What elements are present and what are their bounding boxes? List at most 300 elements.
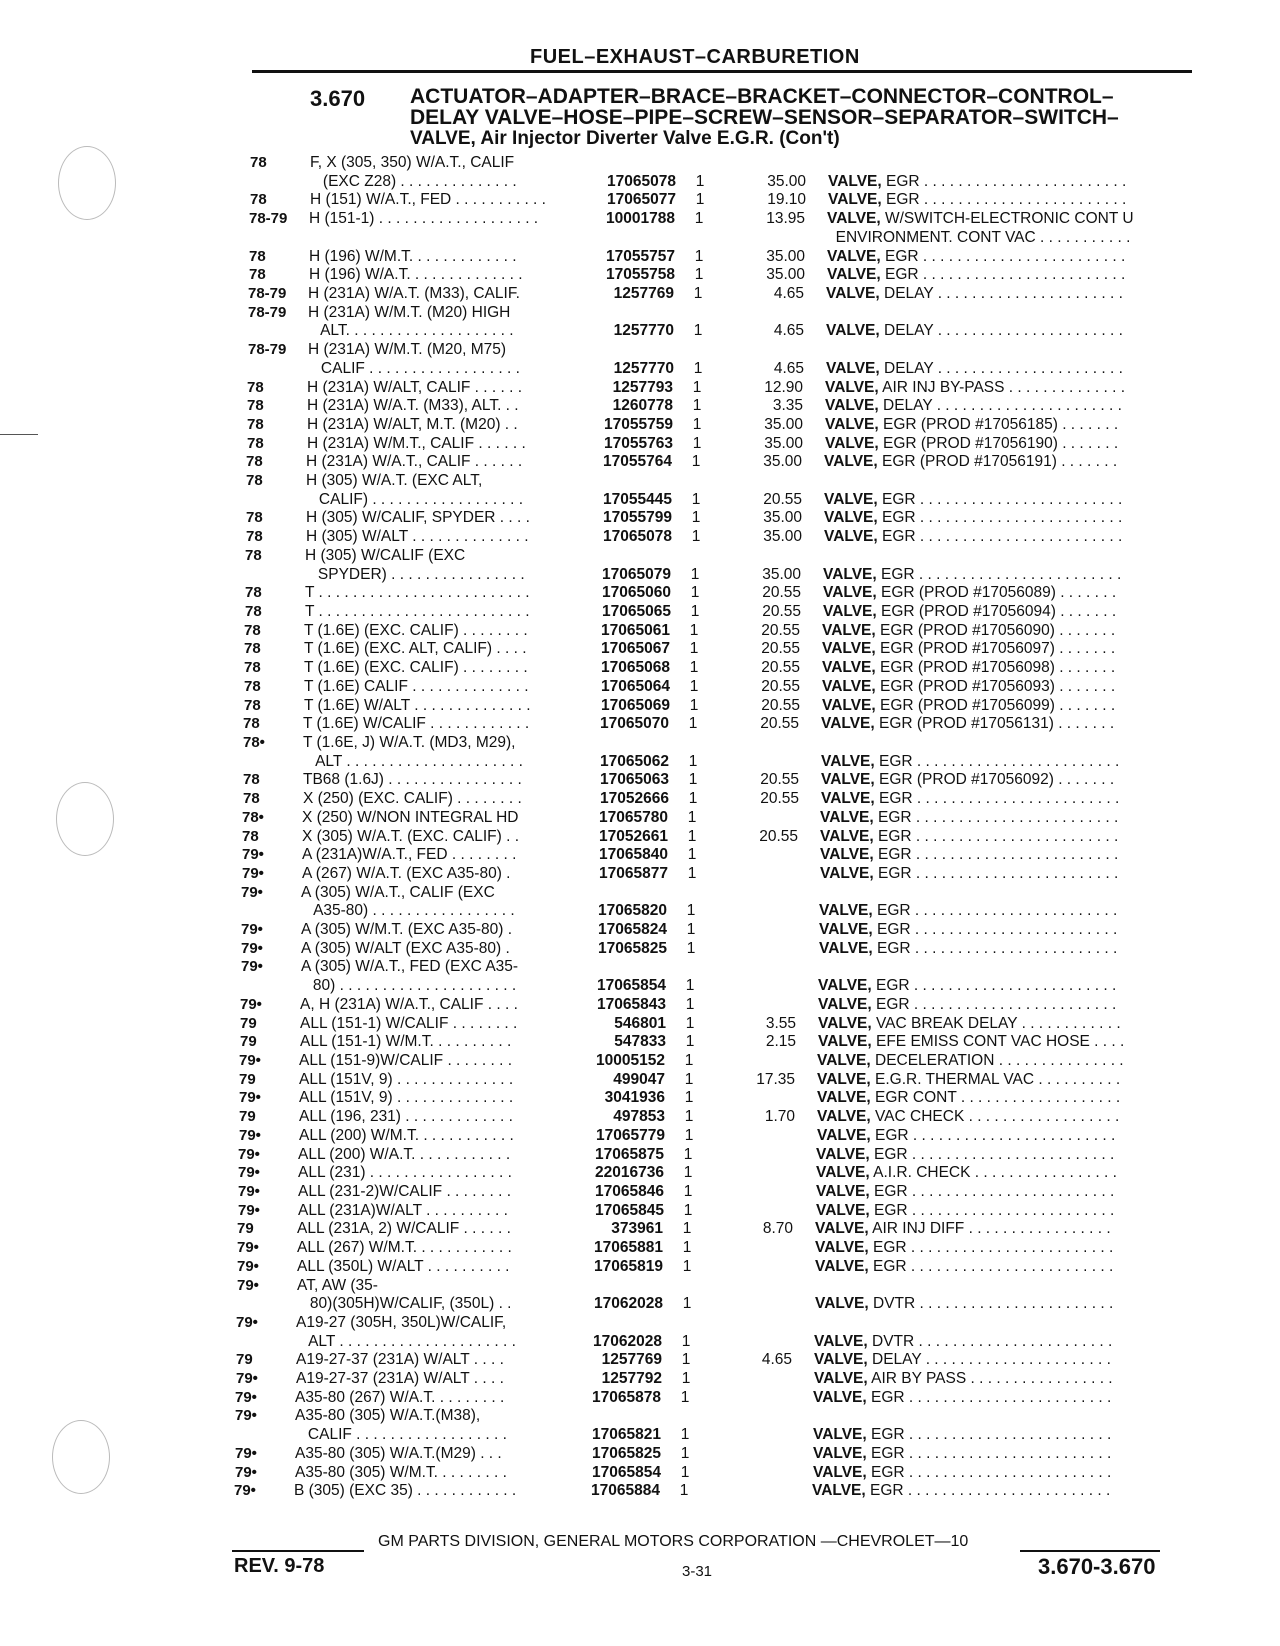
description-keyword: VALVE, [815, 1258, 869, 1275]
description-detail: EGR . . . . . . . . . . . . . . . . . . . . . . . . [877, 509, 1123, 526]
parts-row [0, 1463, 1280, 1482]
quantity: 1 [692, 435, 702, 452]
description-keyword: VALVE, [824, 491, 878, 508]
part-description [827, 265, 1192, 284]
application: ALL (231-2)W/CALIF . . . . . . . . [298, 1183, 512, 1200]
part-number: 17065060 [602, 584, 671, 601]
description-keyword: VALVE, [822, 622, 876, 639]
part-description [822, 696, 1187, 715]
description-detail: DELAY . . . . . . . . . . . . . . . . . . . . . . [879, 322, 1123, 339]
quantity: 1 [694, 248, 704, 265]
quantity: 1 [682, 1258, 692, 1275]
quantity: 1 [694, 210, 704, 227]
description-keyword: VALVE, [817, 1108, 871, 1125]
description-keyword: VALVE, [820, 846, 874, 863]
application: H (231A) W/A.T., CALIF . . . . . . [306, 453, 523, 470]
application: A35-80 (305) W/A.T.(M29) . . . [295, 1445, 502, 1462]
description-keyword: VALVE, [823, 584, 877, 601]
parts-row [0, 1014, 1280, 1033]
application: A19-27 (305H, 350L)W/CALIF, [296, 1314, 507, 1331]
description-keyword: VALVE, [827, 266, 881, 283]
part-description [813, 1388, 1178, 1407]
price: 12.90 [764, 379, 803, 396]
application: ALL (196, 231) . . . . . . . . . . . . . [299, 1108, 513, 1125]
quantity: 1 [682, 1239, 692, 1256]
quantity: 1 [691, 453, 701, 470]
application: A (305) W/ALT (EXC A35-80) . [301, 940, 510, 957]
application: T (1.6E) (EXC. CALIF) . . . . . . . . [304, 659, 528, 676]
application: H (305) W/CALIF (EXC [305, 547, 466, 564]
price: 35.00 [766, 266, 805, 283]
part-number: 17065069 [601, 697, 670, 714]
model-year: 79• [234, 1482, 256, 1499]
description-detail: AIR INJ DIFF . . . . . . . . . . . . . . . . . [868, 1220, 1111, 1237]
part-description [826, 321, 1191, 340]
description-keyword: VALVE, [821, 771, 875, 788]
price: 4.65 [761, 1351, 792, 1368]
quantity: 1 [684, 1108, 694, 1125]
description-keyword: VALVE, [815, 1295, 869, 1312]
part-description [820, 808, 1185, 827]
price: 2.15 [765, 1033, 796, 1050]
application: ALL (231A, 2) W/CALIF . . . . . . [297, 1220, 511, 1237]
description-keyword: VALVE, [817, 1089, 871, 1106]
price: 17.35 [756, 1071, 795, 1088]
parts-row [0, 1350, 1280, 1369]
description-detail: EGR (PROD #17056094) . . . . . . . [876, 603, 1117, 620]
quantity: 1 [690, 603, 700, 620]
model-year: 78 [242, 828, 259, 845]
price: 35.00 [763, 509, 802, 526]
quantity: 1 [685, 1033, 695, 1050]
application: H (196) W/A.T. . . . . . . . . . . . . . [309, 266, 523, 283]
application: ALL (267) W/M.T. . . . . . . . . . . . [297, 1239, 512, 1256]
part-description [824, 490, 1189, 509]
description-keyword: VALVE, [822, 697, 876, 714]
description-keyword: VALVE, [818, 1015, 872, 1032]
parts-row [0, 864, 1280, 883]
description-detail: EGR . . . . . . . . . . . . . . . . . . . . . . . . [866, 1426, 1112, 1443]
description-keyword: VALVE, [818, 977, 872, 994]
description-detail: EGR CONT . . . . . . . . . . . . . . . . . . . [870, 1089, 1121, 1106]
price: 13.95 [766, 210, 805, 227]
price: 35.00 [764, 416, 803, 433]
parts-row [0, 565, 1280, 584]
price: 3.55 [765, 1015, 796, 1032]
part-description [823, 583, 1188, 602]
model-year: 79• [241, 958, 263, 975]
description-detail: EGR . . . . . . . . . . . . . . . . . . . . . . . . [866, 1464, 1112, 1481]
section-title-line1: ACTUATOR–ADAPTER–BRACE–BRACKET–CONNECTOR–CONTROL– [410, 85, 1114, 108]
price: 20.55 [761, 659, 800, 676]
quantity: 1 [693, 360, 703, 377]
price: 35.00 [764, 435, 803, 452]
part-description [813, 1463, 1178, 1482]
part-number: 17065062 [600, 753, 669, 770]
model-year: 79• [241, 921, 263, 938]
model-year: 78 [244, 640, 261, 657]
description-detail: EGR (PROD #17056092) . . . . . . . [874, 771, 1115, 788]
description-keyword: VALVE, [815, 1239, 869, 1256]
part-description [819, 920, 1184, 939]
part-number: 17065824 [598, 921, 667, 938]
part-description [824, 527, 1189, 546]
parts-row [0, 1145, 1280, 1164]
description-keyword: VALVE, [815, 1220, 869, 1237]
model-year: 79• [240, 996, 262, 1013]
part-number: 17065065 [602, 603, 671, 620]
application: A (267) W/A.T. (EXC A35-80) . [302, 865, 511, 882]
part-description [813, 1444, 1178, 1463]
part-description [815, 1294, 1180, 1313]
description-keyword: VALVE, [822, 678, 876, 695]
parts-row [0, 172, 1280, 191]
parts-row [0, 1257, 1280, 1276]
quantity: 1 [691, 509, 701, 526]
application: A19-27-37 (231A) W/ALT . . . . [296, 1351, 504, 1368]
part-number: 17065875 [595, 1146, 664, 1163]
page-number: 3-31 [682, 1563, 713, 1580]
description-keyword: VALVE, [821, 753, 875, 770]
parts-row [0, 1332, 1280, 1351]
quantity: 1 [689, 659, 699, 676]
part-number: 17065067 [601, 640, 670, 657]
description-keyword: VALVE, [822, 659, 876, 676]
quantity: 1 [688, 790, 698, 807]
parts-row [0, 153, 1280, 172]
quantity: 1 [695, 191, 705, 208]
part-number: 17065820 [598, 902, 667, 919]
part-number: 17065877 [599, 865, 668, 882]
description-keyword: VALVE, [820, 809, 874, 826]
model-year: 79• [239, 1052, 261, 1069]
application: 80)(305H)W/CALIF, (350L) . . [297, 1295, 512, 1312]
parts-row [0, 770, 1280, 789]
quantity: 1 [686, 921, 696, 938]
model-year: 79• [238, 1146, 260, 1163]
model-year: 78 [245, 603, 262, 620]
application: A, H (231A) W/A.T., CALIF . . . . [300, 996, 518, 1013]
parts-row [0, 1425, 1280, 1444]
quantity: 1 [684, 1127, 694, 1144]
part-description [820, 827, 1185, 846]
parts-row [0, 321, 1280, 340]
application: A35-80 (305) W/M.T. . . . . . . . . [295, 1464, 507, 1481]
parts-row [0, 247, 1280, 266]
application: H (231A) W/ALT, M.T. (M20) . . [307, 416, 518, 433]
application: AT, AW (35- [297, 1277, 378, 1294]
description-detail: EGR (PROD #17056089) . . . . . . . [876, 584, 1117, 601]
part-number: 373961 [611, 1220, 663, 1237]
parts-row [0, 995, 1280, 1014]
model-year: 79• [239, 1127, 261, 1144]
part-number: 17065077 [607, 191, 676, 208]
parts-row [0, 1088, 1280, 1107]
quantity: 1 [694, 266, 704, 283]
description-keyword: VALVE, [813, 1389, 867, 1406]
application: CALIF . . . . . . . . . . . . . . . . . . [295, 1426, 507, 1443]
part-number: 17052666 [600, 790, 669, 807]
application: TB68 (1.6J) . . . . . . . . . . . . . . . . [303, 771, 522, 788]
model-year: 79 [239, 1071, 256, 1088]
quantity: 1 [691, 491, 701, 508]
description-detail: EGR . . . . . . . . . . . . . . . . . . . . . . . . [869, 1146, 1115, 1163]
description-detail: EGR . . . . . . . . . . . . . . . . . . . . . . . . [871, 977, 1117, 994]
application: T (1.6E) W/ALT . . . . . . . . . . . . . . [304, 697, 531, 714]
footer-rule-left [232, 1550, 364, 1552]
description-detail: EGR . . . . . . . . . . . . . . . . . . . . . . . . [873, 828, 1119, 845]
application: H (151-1) . . . . . . . . . . . . . . . . . . . [309, 210, 539, 227]
description-keyword: VALVE, [814, 1370, 868, 1387]
description-keyword: VALVE, [816, 1146, 870, 1163]
application: A35-80) . . . . . . . . . . . . . . . . . [301, 902, 515, 919]
parts-row [0, 190, 1280, 209]
description-keyword: VALVE, [825, 435, 879, 452]
price: 35.00 [766, 248, 805, 265]
page-header: FUEL–EXHAUST–CARBURETION [530, 46, 860, 68]
description-detail: EGR . . . . . . . . . . . . . . . . . . . . . . . . [865, 1482, 1111, 1499]
application: H (151) W/A.T., FED . . . . . . . . . . . [310, 191, 546, 208]
description-detail: VAC CHECK . . . . . . . . . . . . . . . . . . [870, 1108, 1120, 1125]
part-number: 17065068 [601, 659, 670, 676]
part-number: 17065846 [595, 1183, 664, 1200]
description-detail: EGR (PROD #17056131) . . . . . . . [874, 715, 1115, 732]
part-description [815, 1238, 1180, 1257]
part-number: 17065881 [594, 1239, 663, 1256]
parts-row [0, 696, 1280, 715]
part-number: 17065064 [601, 678, 670, 695]
part-description [817, 1051, 1182, 1070]
part-description [817, 1070, 1182, 1089]
description-keyword: VALVE, [825, 379, 879, 396]
quantity: 1 [686, 940, 696, 957]
application: X (250) (EXC. CALIF) . . . . . . . . [303, 790, 522, 807]
model-year: 79 [236, 1351, 253, 1368]
application: ALL (200) W/M.T. . . . . . . . . . . . [299, 1127, 514, 1144]
description-keyword: VALVE, [820, 865, 874, 882]
parts-row [0, 901, 1280, 920]
description-keyword: VALVE, [826, 322, 880, 339]
parts-row [0, 1388, 1280, 1407]
parts-row [0, 434, 1280, 453]
description-detail: E.G.R. THERMAL VAC . . . . . . . . . . [870, 1071, 1121, 1088]
description-detail: DECELERATION . . . . . . . . . . . . . . . [870, 1052, 1124, 1069]
application: (EXC Z28) . . . . . . . . . . . . . . [310, 173, 517, 190]
parts-row [0, 1481, 1280, 1500]
parts-row [0, 1163, 1280, 1182]
quantity: 1 [687, 846, 697, 863]
quantity: 1 [685, 1015, 695, 1032]
description-keyword: VALVE, [819, 902, 873, 919]
parts-row [0, 1070, 1280, 1089]
parts-row [0, 1051, 1280, 1070]
model-year: 78 [244, 622, 261, 639]
application: T (1.6E) (EXC. ALT, CALIF) . . . . [304, 640, 527, 657]
quantity: 1 [695, 173, 705, 190]
quantity: 1 [692, 379, 702, 396]
application: T . . . . . . . . . . . . . . . . . . . . . . . . . [305, 584, 530, 601]
application: ALT . . . . . . . . . . . . . . . . . . . . . [296, 1333, 516, 1350]
parts-row [0, 808, 1280, 827]
quantity: 1 [689, 697, 699, 714]
price: 1.70 [764, 1108, 795, 1125]
quantity: 1 [680, 1426, 690, 1443]
description-keyword: VALVE, [824, 528, 878, 545]
part-description [826, 359, 1191, 378]
part-number: 17065843 [597, 996, 666, 1013]
description-detail: DELAY . . . . . . . . . . . . . . . . . . . . . . [878, 397, 1122, 414]
description-keyword: VALVE, [813, 1464, 867, 1481]
description-detail: EGR (PROD #17056090) . . . . . . . [875, 622, 1116, 639]
part-number: 1257769 [613, 285, 674, 302]
description-detail: EGR . . . . . . . . . . . . . . . . . . . . . . . . [872, 921, 1118, 938]
part-description [822, 621, 1187, 640]
parts-row [0, 1313, 1280, 1332]
parts-row [0, 508, 1280, 527]
application: T (1.6E) CALIF . . . . . . . . . . . . . . [304, 678, 529, 695]
section-reference: 3.670-3.670 [1038, 1554, 1156, 1579]
parts-row [0, 396, 1280, 415]
part-description [823, 565, 1188, 584]
description-detail: EGR (PROD #17056185) . . . . . . . [878, 416, 1119, 433]
parts-row [0, 303, 1280, 322]
part-description [821, 714, 1186, 733]
part-description [827, 228, 1192, 247]
parts-row [0, 209, 1280, 228]
description-keyword: VALVE, [817, 1127, 871, 1144]
part-description [815, 1257, 1180, 1276]
part-description [824, 508, 1189, 527]
model-year: 79• [242, 846, 264, 863]
application: T (1.6E, J) W/A.T. (MD3, M29), [303, 734, 516, 751]
application: B (305) (EXC 35) . . . . . . . . . . . . [294, 1482, 517, 1499]
parts-row [0, 359, 1280, 378]
quantity: 1 [683, 1183, 693, 1200]
part-description [822, 677, 1187, 696]
description-keyword: VALVE, [813, 1445, 867, 1462]
description-keyword: VALVE, [821, 715, 875, 732]
parts-row [0, 920, 1280, 939]
description-keyword: VALVE, [820, 828, 874, 845]
parts-row [0, 789, 1280, 808]
application: ALL (200) W/A.T. . . . . . . . . . . . [298, 1146, 511, 1163]
description-detail: EGR . . . . . . . . . . . . . . . . . . . . . . . . [874, 790, 1120, 807]
part-number: 17052661 [599, 828, 668, 845]
description-keyword: VALVE, [828, 173, 882, 190]
part-number: 1260778 [612, 397, 673, 414]
price: 20.55 [763, 491, 802, 508]
description-keyword: VALVE, [819, 940, 873, 957]
description-keyword: VALVE, [814, 1351, 868, 1368]
model-year: 78 [246, 509, 263, 526]
quantity: 1 [680, 1445, 690, 1462]
part-description [824, 452, 1189, 471]
parts-row [0, 1276, 1280, 1295]
model-year: 78 [244, 659, 261, 676]
model-year: 79• [235, 1389, 257, 1406]
quantity: 1 [681, 1370, 691, 1387]
model-year: 78 [249, 266, 266, 283]
application: H (231A) W/ALT, CALIF . . . . . . [307, 379, 523, 396]
model-year: 78 [246, 453, 263, 470]
model-year: 79 [240, 1015, 257, 1032]
model-year: 78 [247, 397, 264, 414]
parts-row [0, 546, 1280, 565]
part-number: 17065821 [592, 1426, 661, 1443]
model-year: 78 [244, 678, 261, 695]
quantity: 1 [684, 1089, 694, 1106]
quantity: 1 [688, 753, 698, 770]
section-number: 3.670 [310, 86, 366, 111]
model-year: 79 [239, 1108, 256, 1125]
description-keyword: VALVE, [827, 248, 881, 265]
description-detail: EGR . . . . . . . . . . . . . . . . . . . . . . . . [871, 996, 1117, 1013]
part-description [822, 658, 1187, 677]
part-number: 546801 [614, 1015, 666, 1032]
application: A19-27-37 (231A) W/ALT . . . . [296, 1370, 504, 1387]
description-keyword: VALVE, [813, 1426, 867, 1443]
quantity: 1 [687, 828, 697, 845]
model-year: 78• [243, 734, 265, 751]
model-year: 78 [250, 191, 267, 208]
part-description [828, 190, 1193, 209]
price: 20.55 [761, 622, 800, 639]
quantity: 1 [690, 584, 700, 601]
parts-row [0, 602, 1280, 621]
description-detail: ENVIRONMENT. CONT VAC . . . . . . . . . . . [827, 229, 1131, 246]
application: SPYDER) . . . . . . . . . . . . . . . . [305, 566, 525, 583]
part-number: 17065840 [599, 846, 668, 863]
part-description [825, 378, 1190, 397]
footer-division: GM PARTS DIVISION, GENERAL MOTORS CORPORATION —CHEVROLET—10 [378, 1533, 969, 1550]
part-number: 17065845 [595, 1202, 664, 1219]
part-number: 17065079 [602, 566, 671, 583]
description-keyword: VALVE, [823, 566, 877, 583]
description-detail: EGR . . . . . . . . . . . . . . . . . . . . . . . . [881, 173, 1127, 190]
part-number: 1257769 [601, 1351, 662, 1368]
application: ALL (151V, 9) . . . . . . . . . . . . . . [299, 1089, 514, 1106]
part-description [818, 995, 1183, 1014]
application: ALT . . . . . . . . . . . . . . . . . . . . . [303, 753, 523, 770]
parts-row [0, 1444, 1280, 1463]
parts-row [0, 939, 1280, 958]
model-year: 79• [235, 1445, 257, 1462]
part-number: 17055759 [604, 416, 673, 433]
part-description [821, 770, 1186, 789]
part-number: 17055757 [606, 248, 675, 265]
application: X (305) W/A.T. (EXC. CALIF) . . [302, 828, 520, 845]
application: ALL (151-9)W/CALIF . . . . . . . . [299, 1052, 513, 1069]
parts-row [0, 415, 1280, 434]
part-number: 1257770 [613, 360, 674, 377]
description-detail: EGR . . . . . . . . . . . . . . . . . . . . . . . . [868, 1258, 1114, 1275]
application: H (196) W/M.T. . . . . . . . . . . . . [309, 248, 517, 265]
description-keyword: VALVE, [814, 1333, 868, 1350]
part-number: 17062028 [593, 1333, 662, 1350]
part-number: 17065819 [594, 1258, 663, 1275]
model-year: 78 [247, 379, 264, 396]
parts-row [0, 714, 1280, 733]
parts-row [0, 1032, 1280, 1051]
parts-row [0, 471, 1280, 490]
model-year: 78 [245, 547, 262, 564]
application: T (1.6E) (EXC. CALIF) . . . . . . . . [304, 622, 528, 639]
description-detail: EGR . . . . . . . . . . . . . . . . . . . . . . . . [872, 902, 1118, 919]
part-description [820, 864, 1185, 883]
part-number: 17065061 [601, 622, 670, 639]
parts-row [0, 340, 1280, 359]
application: H (305) W/ALT . . . . . . . . . . . . . . [306, 528, 529, 545]
